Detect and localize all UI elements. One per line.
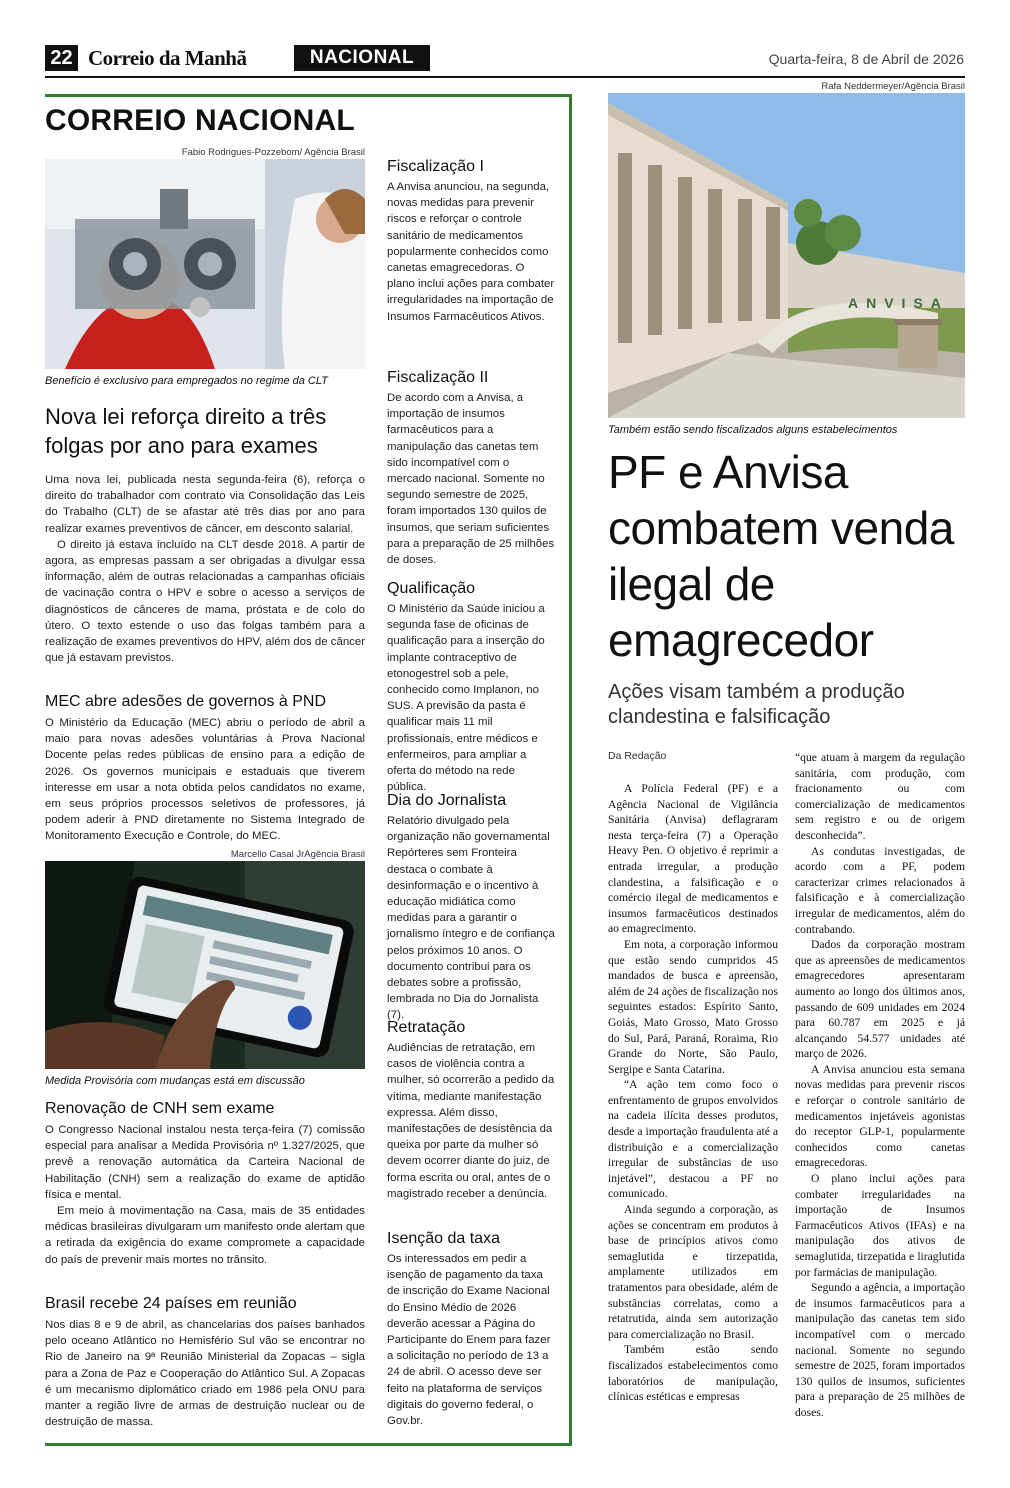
- article-a-p5: Também estão sendo fiscalizados estabelecimentos como laboratórios de manipulação, clínicas estéticas e empresas: [608, 1343, 778, 1404]
- article-b-p4: A Anvisa anunciou esta semana novas medidas para prevenir riscos e reforçar o controle sanitário de medicamentos injetáveis agonistas do receptor GLP-1, popularmente conhecidos como canetas emagrecedoras.: [795, 1062, 965, 1170]
- note-text-retratacao: Audiências de retratação, em casos de violência contra a mulher, só ocorrerão a pedido da vítima, mediante manifestação expressa. Além disso, manifestações de desistência da queixa por parte da mulher só devem ocorrer diante do juiz, de forma escrita ou oral, antes de o magistrado receber a denúncia.: [387, 1042, 555, 1200]
- article-b-p3: Dados da corporação mostram que as apreensões de medicamentos emagrecedores apresentaram aumento ao longo dos últimos anos, passando de 609 unidades em 2024 para 60.787 em 2025 e já alcançando 54.577 unidades até março de 2026.: [795, 938, 965, 1061]
- article-b-p6: Segundo a agência, a importação de insumos farmacêuticos para a manipulação das canetas tem sido incompatível com o mercado nacional. Somente no segundo semestre de 2025, foram importados 130 quilos de insumos, suficientes para a preparação de 25 milhões de doses.: [795, 1281, 965, 1419]
- article-column-b: [795, 750, 965, 1421]
- main-story-body: [45, 472, 365, 666]
- right-photo-caption: Também estão sendo fiscalizados alguns estabelecimentos: [608, 424, 898, 436]
- note-title-dia-do-jornalista: Dia do Jornalista: [387, 792, 507, 809]
- note-text-qualificacao: O Ministério da Saúde iniciou a segunda fase de oficinas de qualificação para a inserção do implante contraceptivo de etonogestrel sob a pele, conhecido como Implanon, no SUS. A previsão da pasta é qualificar mais 11 mil profissionais, entre médicos e enfermeiros, para ampliar a oferta do método na rede pública.: [387, 603, 545, 794]
- article-b-p2: As condutas investigadas, de acordo com a PF, podem caracterizar crimes relacionados à falsificação e à comercialização irregular de medicamentos, além do contrabando.: [795, 844, 965, 936]
- header-rule: [45, 76, 965, 78]
- right-photo-credit: Rafa Neddermeyer/Agência Brasil: [821, 81, 965, 92]
- byline: Da Redação: [608, 750, 667, 762]
- column-kicker: CORREIO NACIONAL: [45, 104, 355, 137]
- article-b-p1: “que atuam à margem da regulação sanitária, com produção, com fracionamento ou com comercialização de medicamentos sem registro e ou de origem desconhecida”.: [795, 751, 965, 842]
- building-sign: ANVISA: [848, 295, 949, 311]
- mec-story-p1: O Ministério da Educação (MEC) abriu o período de abril a maio para novas adesões voluntárias à Prova Nacional Docente pelas redes públicas de ensino para a edição de 2026. Os governos municipais e estaduais que tiverem interesse em usar a nota obtida pelos candidatos no exame, em seus próprios processos seletivos de professores, já podem aderir à PND diretamente no Sistema Integrado de Monitoramento Execução e Controle, do MEC.: [45, 717, 365, 843]
- note-title-qualificacao: Qualificação: [387, 580, 476, 597]
- main-story-p1: Uma nova lei, publicada nesta segunda-feira (6), reforça o direito do trabalhador com contrato via Consolidação das Leis do Trabalho (CLT) de se afastar até três dias por ano para realizar exames preventivos de câncer, em desconto salarial.: [45, 474, 365, 535]
- main-story-p2: O direito já estava incluído na CLT desde 2018. A partir de agora, as empresas passam a ser obrigadas a divulgar essa informação, além de outras relacionadas a campanhas oficiais de vacinação contra o HPV e sobre o acesso a serviços de diagnósticos de cânceres de mama, próstata e de colo do útero. O texto estende o uso das folgas também para a realização de exames preventivos do HPV, além dos de câncer que já estavam previstos.: [45, 538, 365, 665]
- article-b-p5: O plano inclui ações para combater irregularidades na importação de Insumos Farmacêuticos Ativos (IFAs) e na manipulação dos ativos de semaglutida, tirzepatida e liraglutida por farmácias de manipulação.: [795, 1172, 965, 1279]
- page-number: 22: [45, 45, 78, 71]
- article-a-p3: “A ação tem como foco o enfrentamento de grupos envolvidos na cadeia ilícita desses produtos, desde a importação fraudulenta até a distribuição e a comercialização irregular de substâncias de uso injetável”, destacou a PF no comunicado.: [608, 1078, 778, 1201]
- note-title-isencao: Isenção da taxa: [387, 1230, 500, 1247]
- photo1-caption: Benefício é exclusivo para empregados no regime da CLT: [45, 375, 328, 387]
- mec-story-body: [45, 715, 365, 845]
- photo2-caption: Medida Provisória com mudanças está em discussão: [45, 1075, 305, 1087]
- eye-exam-photo: [45, 159, 365, 369]
- cnh-story-body: [45, 1122, 365, 1268]
- main-story-title: Nova lei reforça direito a três folgas por ano para exames: [45, 404, 327, 458]
- anvisa-building-photo: [608, 93, 965, 418]
- note-title-fiscalizacao-2: Fiscalização II: [387, 369, 489, 386]
- subheadline: Ações visam também a produção clandestina e falsificação: [608, 681, 905, 728]
- issue-date: Quarta-feira, 8 de Abril de 2026: [768, 51, 964, 67]
- smartphone-document-photo: [45, 861, 365, 1069]
- note-title-fiscalizacao-1: Fiscalização I: [387, 158, 484, 175]
- article-a-p2: Em nota, a corporação informou que estão sendo cumpridos 45 mandados de busca e apreensão, além de 24 ações de fiscalização nos seguintes estados: Espírito Santo, Goiás, Mato Grosso, Mato Grosso do Sul, Pará, Paraná, Roraima, Rio Grande do Norte, São Paulo, Sergipe e Santa Catarina.: [608, 937, 778, 1076]
- cnh-story-p2: Em meio à movimentação na Casa, mais de 35 entidades médicas brasileiras divulgaram um manifesto onde alertam que a retirada da exigência do exame compromete a capacidade do país de prevenir mais mortes no trânsito.: [45, 1205, 365, 1266]
- note-text-fiscalizacao-1: A Anvisa anunciou, na segunda, novas medidas para prevenir riscos e reforçar o controle sanitário de medicamentos popularmente conhecidos como canetas emagrecedoras. O plano inclui ações para combater irregularidades na importação de Insumos Farmacêuticos Ativos.: [387, 181, 555, 323]
- cnh-story-p1: O Congresso Nacional instalou nesta terça-feira (7) comissão especial para analisar a Medida Provisória nº 1.327/2025, que prevê a renovação automática da Carteira Nacional de Habilitação (CNH) sem a realização do exame de aptidão física e mental.: [45, 1124, 365, 1201]
- mec-story-title: MEC abre adesões de governos à PND: [45, 693, 327, 710]
- article-a-p4: Ainda segundo a corporação, as ações se concentram em produtos à base de princípios ativos como semaglutida e tirzepatida, amplamente utilizados em tratamentos para obesidade, além de substâncias correlatas, como a retatrutida, ainda sem autorização para comercialização no Brasil.: [608, 1203, 778, 1341]
- frame-top-rule: [45, 94, 572, 97]
- cnh-story-title: Renovação de CNH sem exame: [45, 1100, 275, 1117]
- brasil-story-p1: Nos dias 8 e 9 de abril, as chancelarias dos países banhados pelo oceano Atlântico no Hemisfério Sul vão se encontrar no Rio de Janeiro na 9ª Reunião Ministerial da Zopacas – sigla para a Zona de Paz e Cooperação do Atlântico Sul. A Zopacas é um mecanismo diplomático criado em 1986 pela ONU para manter a região livre de armas de destruição nuclear ou de destruição de massa.: [45, 1319, 365, 1429]
- headline: PF e Anvisa combatem venda ilegal de emagrecedor: [608, 446, 954, 666]
- article-column-a: [608, 781, 778, 1405]
- note-text-fiscalizacao-2: De acordo com a Anvisa, a importação de insumos farmacêuticos para a manipulação das canetas tem sido incompatível com o mercado nacional. Somente no segundo semestre de 2025, foram importados 130 quilos de insumos, que seriam suficientes para a preparação de 25 milhões de doses.: [387, 392, 555, 567]
- brasil-story-body: [45, 1317, 365, 1430]
- article-a-p1: A Polícia Federal (PF) e a Agência Nacional de Vigilância Sanitária (Anvisa) deflagraram nesta terça-feira (7) a Operação Heavy Pen. O objetivo é reprimir a entrada irregular, a produção clandestina, a falsificação e o comércio ilegal de medicamentos e insumos farmacêuticos destinados ao emagrecimento.: [608, 782, 778, 936]
- brasil-story-title: Brasil recebe 24 países em reunião: [45, 1295, 297, 1312]
- photo1-credit: Fabio Rodrigues-Pozzebom/ Agência Brasil: [181, 147, 365, 158]
- frame-bottom-rule: [45, 1443, 572, 1446]
- frame-right-rule: [569, 94, 572, 1446]
- note-text-isencao: Os interessados em pedir a isenção de pagamento da taxa de inscrição do Exame Nacional do Ensino Médio de 2026 deverão acessar a Página do Participante do Enem para fazer a solicitação no período de 13 a 24 de abril. O acesso deve ser feito na plataforma de serviços digitais do governo federal, o Gov.br.: [387, 1253, 551, 1428]
- section-label: NACIONAL: [294, 45, 430, 71]
- note-text-dia-do-jornalista: Relatório divulgado pela organização não governamental Repórteres sem Fronteira destaca o combate à desinformação e o incentivo à educação midiática como medidas para a garantir o jornalismo íntegro e de confiança pelos próximos 10 anos. O documento contribui para os debates sobre a profissão, lembrada no Dia do Jornalista (7).: [387, 815, 555, 1022]
- note-title-retratacao: Retratação: [387, 1019, 466, 1036]
- photo2-credit: Marcello Casal JrAgência Brasil: [230, 849, 365, 860]
- newspaper-logo: Correio da Manhã: [88, 46, 247, 70]
